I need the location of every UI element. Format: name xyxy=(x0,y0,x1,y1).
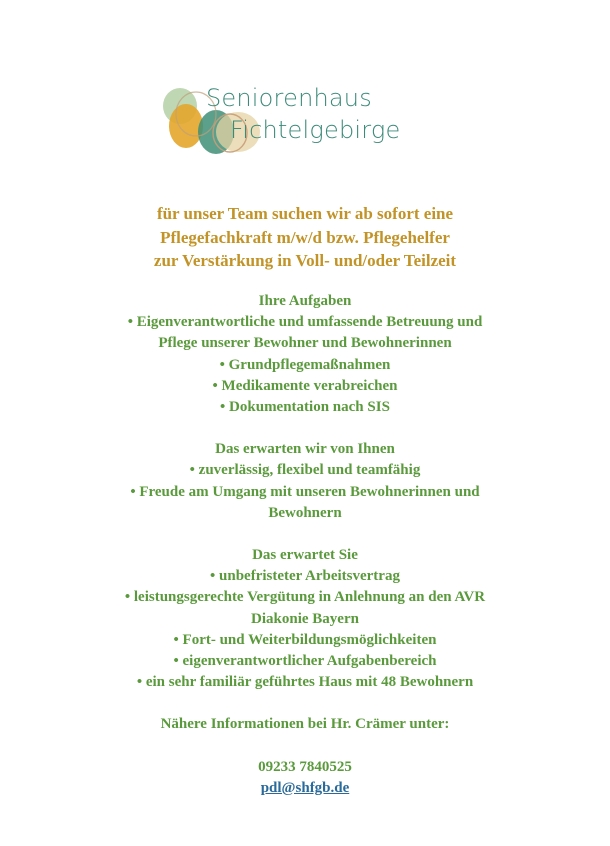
logo-line-2: Fichtelgebirge xyxy=(230,116,401,144)
offer-line: • eigenverantwortlicher Aufgabenbereich xyxy=(173,653,437,670)
tasks-line: Pflege unserer Bewohner und Bewohnerinnen xyxy=(158,335,452,352)
tasks-line: • Grundpflegemaßnahmen xyxy=(219,356,391,373)
spacer xyxy=(0,693,610,714)
logo-line-1: Seniorenhaus xyxy=(206,84,372,112)
headline-line: zur Verstärkung in Voll- und/oder Teilzeit xyxy=(153,251,457,270)
spacer xyxy=(0,736,610,757)
contact-email-link[interactable]: pdl@shfgb.de xyxy=(260,779,350,796)
offer-line: • leistungsgerechte Vergütung in Anlehnung an den AVR xyxy=(124,589,486,606)
tasks-line: • Dokumentation nach SIS xyxy=(220,399,390,416)
offer-line: Diakonie Bayern xyxy=(251,610,359,627)
tasks-line: • Medikamente verabreichen xyxy=(212,377,398,394)
expect-heading: Das erwarten wir von Ihnen xyxy=(215,441,395,458)
logo-text xyxy=(206,82,400,146)
headline-line: für unser Team suchen wir ab sofort eine xyxy=(156,204,454,223)
tasks-heading: Ihre Aufgaben xyxy=(258,293,352,309)
headline xyxy=(0,202,610,273)
offer-heading: Das erwartet Sie xyxy=(252,547,358,564)
spacer xyxy=(0,418,610,439)
offer-line: • Fort- und Weiterbildungsmöglichkeiten xyxy=(173,631,437,648)
contact-phone: 09233 7840525 xyxy=(258,758,352,775)
posting-body xyxy=(0,291,610,799)
expect-line: Bewohnern xyxy=(268,504,342,521)
logo xyxy=(158,80,458,160)
spacer xyxy=(0,524,610,545)
tasks-line: • Eigenverantwortliche und umfassende Betreuung und xyxy=(127,314,483,331)
contact-info: Nähere Informationen bei Hr. Crämer unter: xyxy=(160,716,450,733)
expect-line: • zuverlässig, flexibel und teamfähig xyxy=(189,462,421,479)
expect-line: • Freude am Umgang mit unseren Bewohnerinnen und xyxy=(130,483,480,500)
headline-line: Pflegefachkraft m/w/d bzw. Pflegehelfer xyxy=(160,227,450,247)
offer-line: • ein sehr familiär geführtes Haus mit 48 Bewohnern xyxy=(136,674,474,691)
offer-line: • unbefristeter Arbeitsvertrag xyxy=(210,568,400,585)
